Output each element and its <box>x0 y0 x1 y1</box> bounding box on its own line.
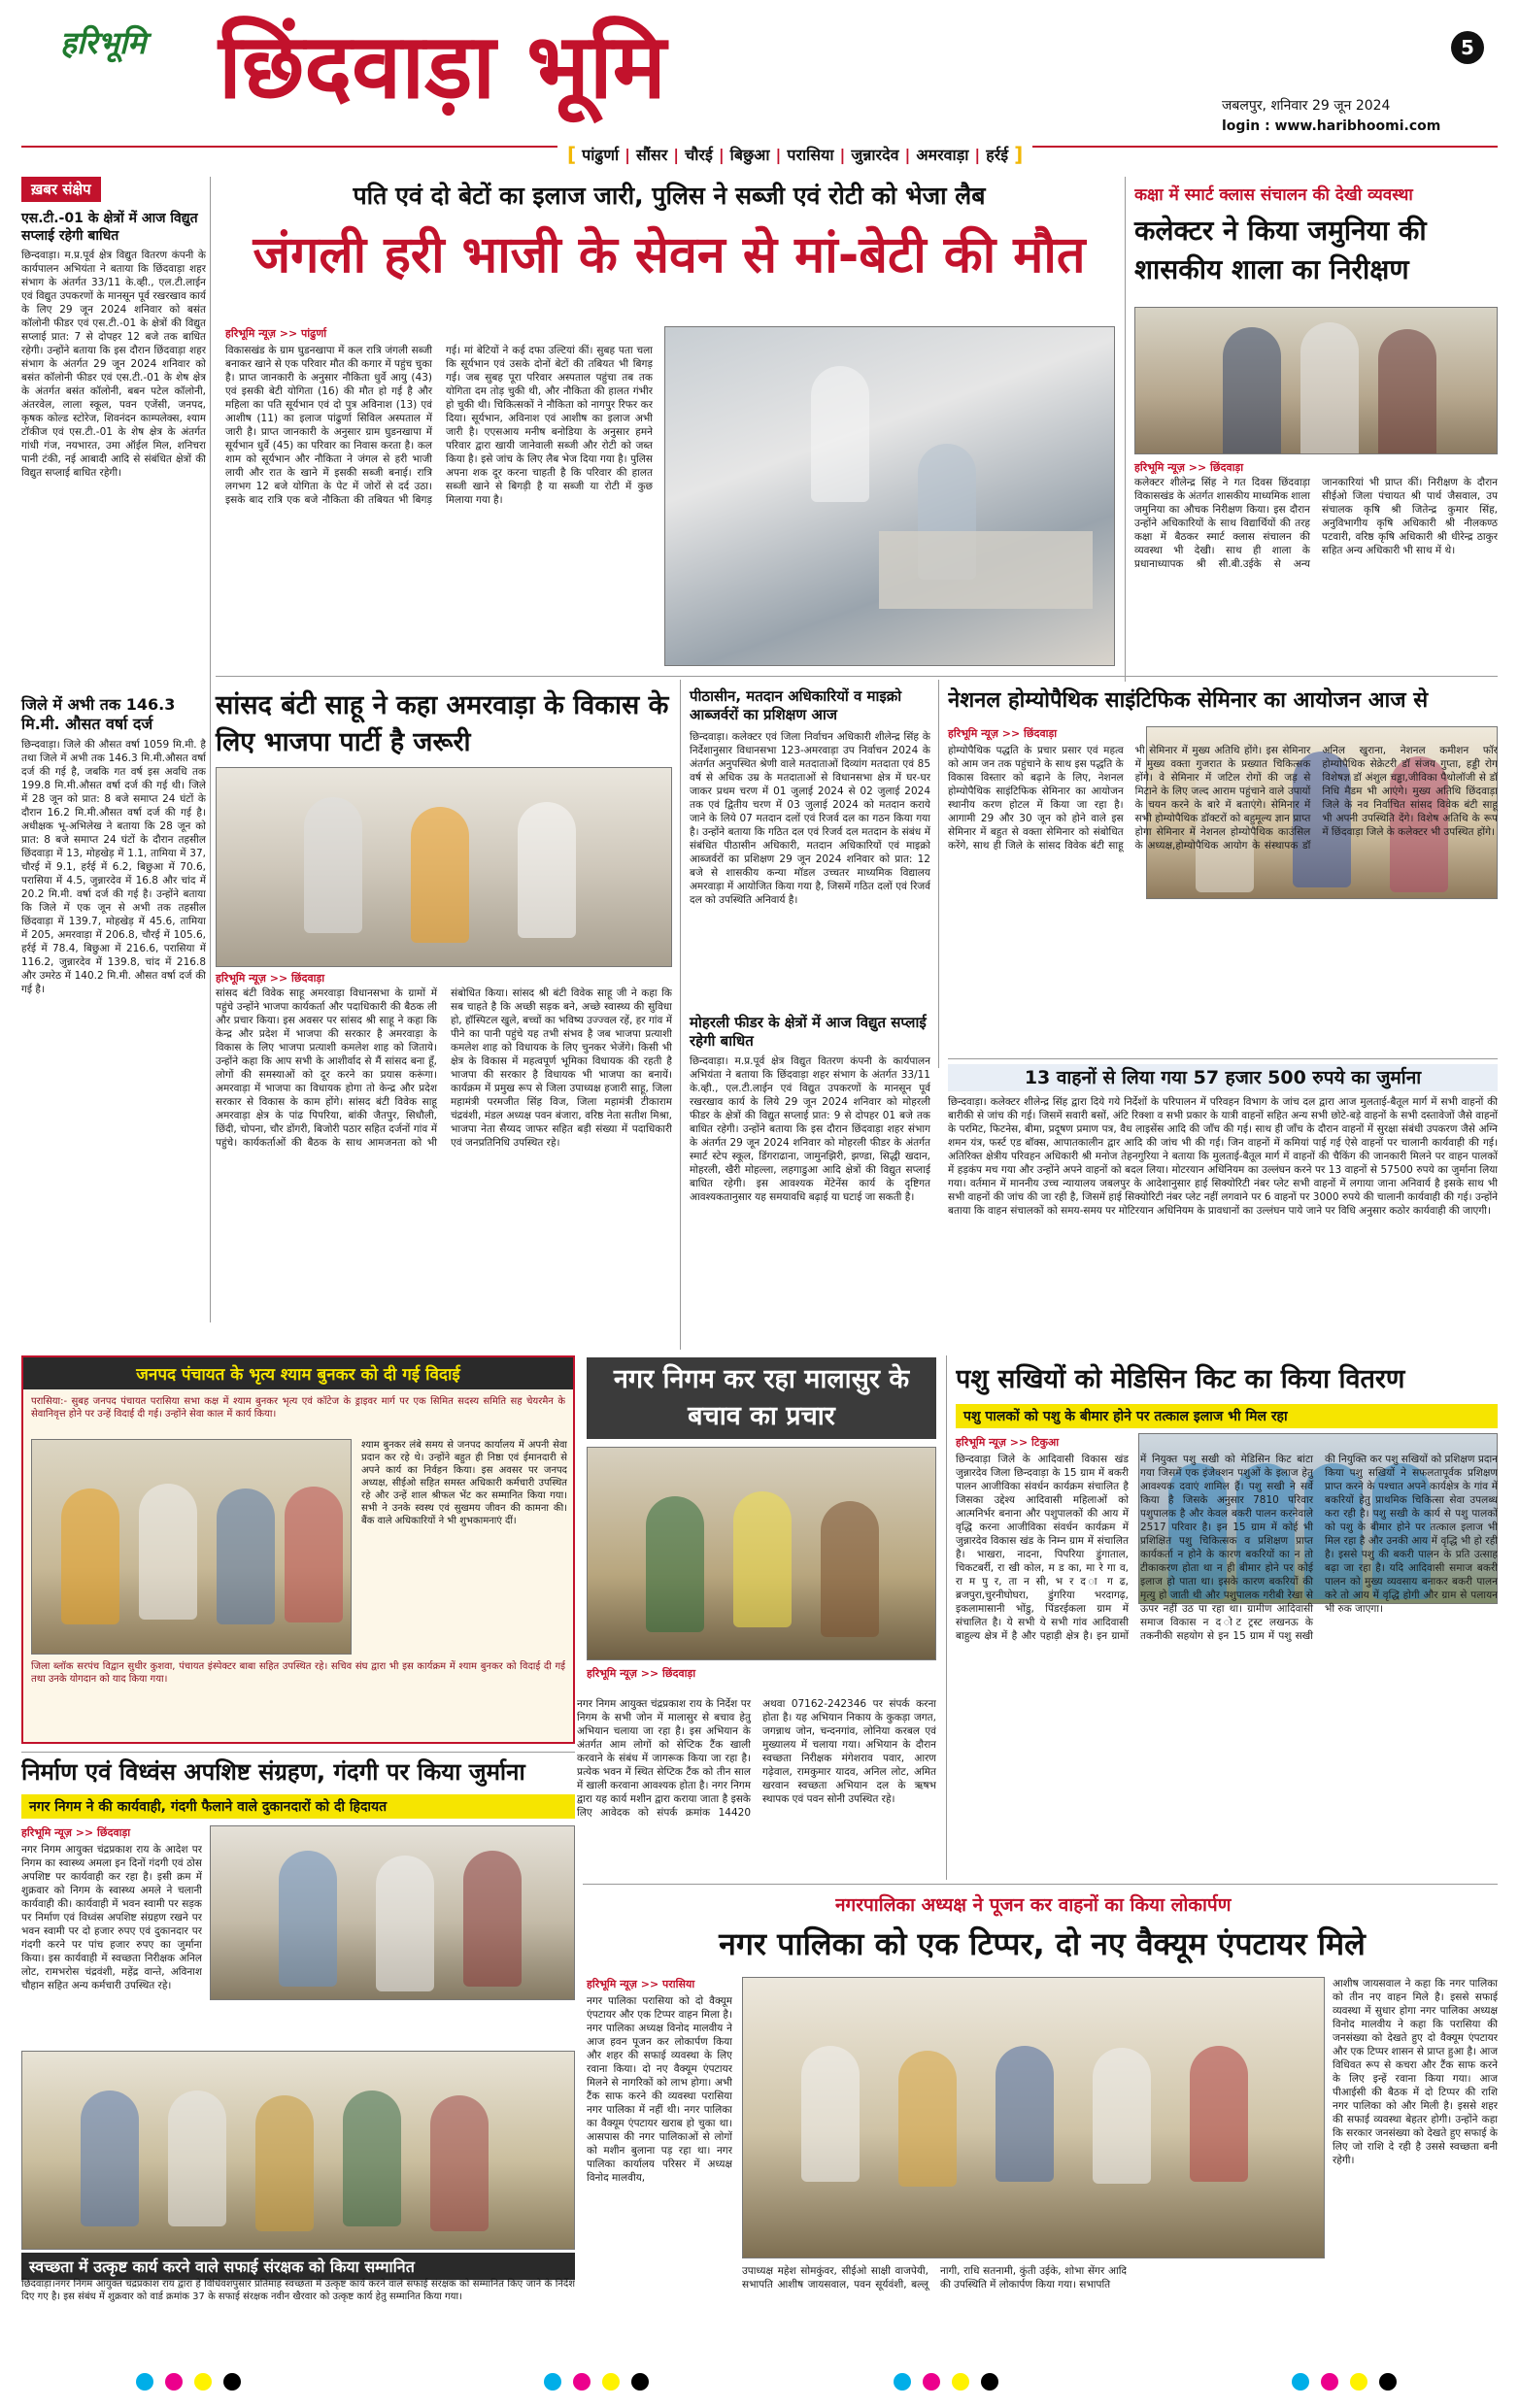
town-7[interactable]: अमरवाड़ा <box>916 146 969 164</box>
farewell-box <box>21 1355 575 1744</box>
tipper-headline: नगर पालिका को एक टिप्पर, दो नए वैक्यूम एंपटायर मिले <box>719 1925 1366 1962</box>
town-5[interactable]: परासिया <box>787 146 834 164</box>
town-6[interactable]: जुन्नारदेव <box>851 146 899 164</box>
lead-body: विकासखंड के ग्राम घुडनखापा में कल रात्रि जंगली सब्जी बनाकर खाने से एक परिवार मौत की कगार में पहुंच चुका है। प्राप्त जानकारी के अनुसार नौकिता धुर्वे आयु (43) एवं इसकी बेटी योगिता (16) की मौत हो गई है और महिला का पति सूर्यभान एवं दो पुत्र अविनाश (13) एवं आशीष (11) का इलाज पांढुर्णा सिविल अस्पताल में जारी है। प्राप्त जानकारी के अनुसार ग्राम घुडनखापा में सूर्यभान धुर्वे (45) का परिवार का निवास करता है। कल शाम को सूर्यभान और नौकिता ने जंगल से हरी भाजी लायी और रात के खाने में इसकी सब्जी बनाई। रात्रि लगभग 12 बजे योगिता के पेट में जोरों से दर्द उठा। इसके बाद रात्रि एक बजे नौकिता की तबियत भी बिगड़ गई। मां बेटियों ने कई दफा उल्टियां कीं। सुबह पता चला कि सूर्यभान एवं उसके दोनों बेटों की तबियत भी बिगड़ गई। जब सुबह पूरा परिवार अस्पताल पहुंचा तब तक योगिता दम तोड़ चुकी थी, और नौकिता की हालत गंभीर हो चुकी थी। चिकित्सकों ने नौकिता को नागपुर रिफर कर दिया। सूर्यभान, अविनाश एवं आशीष का इलाज अभी जारी है। एएसआय मनीष बनोडिया के अनुसार हमने परिवार द्वारा खायी जानेवाली सब्जी और रोटी को जब्त किया है। इसे जांच के लिए लैब भेज दिया गया है। पुलिस अपना शक दूर करना चाहती है कि परिवार की हालत सब्जी खाने से बिगड़ी है या सब्जी या रोटी में कुछ मिलाया गया है। <box>225 345 653 506</box>
logo: हरिभूमि <box>60 24 147 61</box>
nirman-body: नगर निगम आयुक्त चंद्रप्रकाश राय के आदेश पर निगम का स्वास्थ्य अमला इन दिनों गंदगी एवं ठोस अपशिष्ट पर कार्यवाही कर रहा है। इसी क्रम में शुक्रवार को निगम के स्वास्थ्य अमले ने चलानी कार्यवाही की। कार्यवाही में भवन स्वामी पर सड़क पर निर्माण एवं विध्वंस अपशिष्ट संग्रहण रखने पर भवन स्वामी पर दो हजार रुपए एवं दुकानदार पर गंदगी करने पर पांच हजार रुपए का जुर्माना किया। इस कार्यवाही में स्वच्छता निरीक्षक अनिल लोट, रामभरोस चंद्रवंशी, महेंद्र वान्ते, अविनाश चौहान सहित अन्य कर्मचारी उपस्थित रहे। <box>21 1844 202 1991</box>
homeo-byline: हरिभूमि न्यूज़ >> छिंदवाड़ा <box>948 727 1058 740</box>
malasur-headline: नगर निगम कर रहा मालासुर के बचाव का प्रचार <box>587 1357 936 1439</box>
lead-photo <box>664 326 1115 666</box>
mp-body: सांसद बंटी विवेक साहू अमरवाड़ा विधानसभा के ग्रामों में पहुंचे उन्होंने भाजपा कार्यकर्ता और पदाधिकारी की बैठक ली और प्रचार किया। इस अवसर पर सांसद श्री साहू ने कहा कि केन्द्र और प्रदेश में भाजपा की सरकार है अमरवाड़ा के विकास के लिए भाजपा प्रत्याशी कमलेश शाह को जिताये। उन्होंने कहा कि आप सभी के आशीर्वाद से मैं सांसद बना हूँ, लोगों की समस्याओं को दूर करने का प्रयास करूंगा। अमरवाड़ा में भाजपा का विधायक होगा तो केन्द्र और प्रदेश सरकार से विकास के काम होंगे। सांसद बंटी विवेक साहू अमरवाड़ा क्षेत्र के पांढ पिपरिया, बांकी जैतपुर, सिधौली, छिंदी, चोपना, चौर डोंगरी, बिजोरी पठार सहित दर्जनों गांव में पहुंचे। कार्यकर्ताओं की बैठक के साथ आमजनता को भी संबोधित किया। सांसद श्री बंटी विवेक साहू जी ने कहा कि सब चाहते है कि अच्छी सड़क बने, अच्छे स्वास्थ्य की सुविधा हो, हॉस्पिटल खुले, बच्चों का भविष्य उज्ज्वल रहें, हर गांव में पीने का पानी पहुंचे यह तभी संभव है जब भाजपा प्रत्याशी कमलेश शाह को विधायक के लिए चुनकर भेजेंगे। किसी भी क्षेत्र के विकास में महत्वपूर्ण भूमिका विधायक की रहती है भाजपा की सरकार है विधायक भी भाजपा का बनायें। कार्यक्रम में प्रमुख रूप से जिला उपाध्यक्ष हजारी साहू, जिला महामंत्री परमजीत सिंह विज, जिला महामंत्री टीकाराम चंद्रवंशी, मंडल अध्यक्ष पवन बंजारा, वरिष्ठ नेता सतीश मिश्रा, भाजपा नेता सैय्यद जाफर सहित बड़ी संख्या में पदाधिकारी एवं जनप्रतिनिधि उपस्थित रहे। <box>216 987 672 1149</box>
farewell-banner: जनपद पंचायत के भृत्य श्याम बुनकर को दी गई विदाई <box>23 1357 573 1389</box>
jamuniya-body: कलेक्टर शीलेन्द्र सिंह ने गत दिवस छिंदवाड़ा विकासखंड के अंतर्गत शासकीय माध्यमिक शाला जमुनिया का औचक निरीक्षण किया। इस दौरान उन्होंने अधिकारियों के साथ विद्यार्थियों की तरह कक्षा में बैठकर स्मार्ट क्लास संचालन की व्यवस्था भी देखी। साथ ही शाला के प्रधानाध्यापक श्री सी.बी.उईके से अन्य जानकारियां भी प्राप्त कीं। निरीक्षण के दौरान सीईओ जिला पंचायत श्री पार्थ जैसवाल, उप संचालक कृषि श्री जितेन्द्र कुमार सिंह, अनुविभागीय कृषि अधिकारी श्री नीलकण्ठ पटवारी, वरिष्ठ कृषि अधिकारी श्री धीरेन्द्र ठाकुर सहित अन्य अधिकारी भी साथ में थे। <box>1134 477 1498 570</box>
tipper-body-1: नगर पालिका परासिया को दो वैक्यूम एंपटायर और एक टिप्पर वाहन मिला है। नगर पालिका अध्यक्ष विनोद मालवीय ने आज हवन पूजन कर लोकार्पण किया और शहर की सफाई व्यवस्था के लिए रवाना किया। दो नए वैक्यूम एंपटायर मिलने से नागरिकों को लाभ होगा। अभी टैंक साफ करने की व्यवस्था परासिया नगर पालिका में नहीं थी। नगर पालिका का वैक्यूम एंपटायर खराब हो चुका था। आसपास की नगर पालिकाओं से लोगों को मशीन बुलाना पड़ रहा था। नगर पालिका कार्यालय परिसर में अध्यक्ष विनोद मालवीय, <box>587 1995 732 2184</box>
nirman-strap: नगर निगम ने की कार्यवाही, गंदगी फैलाने वाले दुकानदारों को दी हिदायत <box>21 1794 575 1819</box>
safai-photo <box>21 2051 575 2250</box>
tipper-caption: उपाध्यक्ष महेश सोमकुंवर, सीईओ साक्षी वाजपेयी, सभापति आशीष जायसवाल, पवन सूर्यवंशी, बल्लू नागी, राधि सतनामी, कुंती उईके, शोभा सेंगर आदि की उपस्थिति में लोकार्पण किया गया। सभापति <box>742 2265 1127 2291</box>
fine57-headline: 13 वाहनों से लिया गया 57 हजार 500 रुपये का जुर्माना <box>948 1064 1498 1091</box>
town-2[interactable]: सौंसर <box>635 146 668 164</box>
brief-headline-1: एस.टी.-01 के क्षेत्रों में आज विद्युत सप्लाई रहेगी बाधित <box>21 211 198 244</box>
registration-marks <box>0 2369 1519 2398</box>
safai-caption: छिंदवाड़ा।नगर निगम आयुक्त चंद्रप्रकाश राय द्वारा हे विधिवशपुसार प्रतिमाह स्वच्छता में उत्कृष्ट कार्य करने वाले सफाई संरक्षक को सम्मानित किए जाने के निर्देश दिए गए है। इस संबंध में शुक्रवार को वार्ड क्रमांक 37 के सफाई संरक्षक नवीन खैरवार को उत्कृष्ट कार्य हेतु सम्मानित किया गया। <box>21 2279 575 2302</box>
malasur-photo <box>587 1447 936 1660</box>
page-title: छिंदवाड़ा भूमि <box>219 15 666 118</box>
malasur-byline: हरिभूमि न्यूज़ >> छिंदवाड़ा <box>587 1667 696 1680</box>
nirman-photo <box>210 1825 575 2000</box>
town-3[interactable]: चौरई <box>685 146 713 164</box>
brief-body-2: छिन्दवाड़ा। जिले की औसत वर्षा 1059 मि.मी. है तथा जिले में अभी तक 146.3 मि.मी.औसत वर्षा दर्ज की गई है, जबकि गत वर्ष इस अवधि तक 199.8 मि.मी.औसत वर्षा दर्ज की गई थी। जिले में 28 जून को प्रात: 8 बजे समाप्त 24 घंटों के दौरान 16.2 मि.मी.औसत वर्षा दर्ज की गई है। अधीक्षक भू-अभिलेख ने बताया कि 28 जून को प्रात: 8 बजे समाप्त 24 घंटों के दौरान तहसील छिंदवाड़ा में 13, मोहखेड़ में 1.1, तामिया में 37, चौरई में 9.1, हर्रई में 6.2, बिछुआ में 70.6, परासिया में 4.5, जुन्नारदेव में 16.8 और चांद में 20.2 मि.मी. वर्षा दर्ज की गई है। उन्होंने बताया कि जिले में एक जून से अभी तक तहसील छिंदवाड़ा में 139.7, मोहखेड़ में 45.6, तामिया में 205, अमरवाड़ा में 206.8, चौरई में 105.6, हर्रई में 78.4, बिछुआ में 216.6, परासिया में 116.2, जुन्नारदेव में 139.8, चांद में 216.8 और उमरेठ में 140.2 मि.मी. औसत वर्षा दर्ज की गई है। <box>21 739 206 995</box>
farewell-photo <box>31 1439 352 1655</box>
farewell-lead: परासिया:- सुबह जनपद पंचायत परासिया सभा कक्ष में श्याम बुनकर भृत्य एवं कॉटेज के ड्राइवर मार्ग पर एक सिमित सदस्य समिति सह चेयरमैन के सेवानिवृत्त होने पर उन्हें विदाई दी गई। उन्होंने सेवा काल में कार्य किया। <box>31 1396 565 1420</box>
pashu-byline: हरिभूमि न्यूज़ >> टिकुआ <box>956 1436 1060 1449</box>
mohrali-headline: मोहरली फीडर के क्षेत्रों में आज विद्युत सप्लाई रहेगी बाधित <box>690 1014 927 1050</box>
jamuniya-byline: हरिभूमि न्यूज़ >> छिंदवाड़ा <box>1134 461 1244 474</box>
tipper-byline: हरिभूमि न्यूज़ >> परासिया <box>587 1978 695 1990</box>
tipper-body-2: आशीष जायसवाल ने कहा कि नगर पालिका को तीन नए वाहन मिले है। इससे सफाई व्यवस्था में सुधार होगा नगर पालिका अध्यक्ष विनोद मालवीय ने कहा कि परासिया की जनसंख्या को देखते हुए दो वैक्यूम एंपटायर और एक टिप्पर शासन से प्राप्त हुआ है। आज विधिवत रूप से कचरा और टैंक साफ करने के लिए इन्हें रवाना किया गया। आज पीआईसी की बैठक में दो टिप्पर की राशि नगर पालिका को और मिली है। इससे शहर की सफाई व्यवस्था बेहतर होगी। उन्होंने कहा कि सरकार जनसंख्या को देखते हुए सफाई के लिए जो राशि दे रही है उससे स्वच्छता बनी रहेगी। <box>1333 1978 1498 2166</box>
towns-nav: [ पांढुर्णा | सौंसर | चौरई | बिछुआ | परासिया | जुन्नारदेव | अमरवाड़ा | हर्रई ] <box>557 140 1032 169</box>
jamuniya-photo <box>1134 307 1498 454</box>
nirman-byline: हरिभूमि न्यूज़ >> छिंदवाड़ा <box>21 1826 131 1839</box>
tipper-photo <box>742 1977 1325 2258</box>
page-number: 5 <box>1451 31 1484 64</box>
town-4[interactable]: बिछुआ <box>729 146 770 164</box>
login-link[interactable]: login : www.haribhoomi.com <box>1222 118 1441 134</box>
lead-strap: पति एवं दो बेटों का इलाज जारी, पुलिस ने सब्जी एवं रोटी को भेजा लैब <box>353 182 986 210</box>
safai-caption-head: स्वच्छता में उत्कृष्ट कार्य करने वाले सफाई संरक्षक को किया सम्मानित <box>21 2253 575 2280</box>
pashu-headline: पशु सखियों को मेडिसिन किट का किया वितरण <box>956 1364 1405 1394</box>
issue-date: जबलपुर, शनिवार 29 जून 2024 <box>1222 98 1391 114</box>
tipper-kicker: नगरपालिका अध्यक्ष ने पूजन कर वाहनों का किया लोकार्पण <box>835 1894 1232 1916</box>
mp-byline: हरिभूमि न्यूज़ >> छिंदवाड़ा <box>216 972 325 985</box>
town-1[interactable]: पांढुर्णा <box>582 146 620 164</box>
mohrali-body: छिन्दवाड़ा। म.प्र.पूर्व क्षेत्र विद्युत वितरण कंपनी के कार्यपालन अभियंता ने बताया कि छिंदवाड़ा शहर संभाग के अंतर्गत 33/11 के.व्ही., एल.टी.लाईन एवं विद्युत उपकरणों के मानसून पूर्व रखरखाव कार्य के लिये 29 जून 2024 शनिवार को मोहरली फीडर के क्षेत्रों की विद्युत सप्लाई प्रात: 9 से दोपहर 01 बजे तक बाधित रहेगी। उन्होंने बताया कि इस दौरान छिंदवाड़ा शहर संभाग के अंतर्गत 29 जून 2024 शनिवार को मोहरली फीडर के अंतर्गत स्मार्ट स्टेप स्कूल, डिंगराढाना, जामुनझिरी, झण्डा, सिद्धी खदान, मोहरली, खैरी मोहल्ला, लहगाडुआ आदि क्षेत्रों की विद्युत सप्लाई बाधित रहेगी। इस आवश्यक मेंटेनेंस कार्य के दृष्टिगत आवश्यकतानुसार यह समयावधि बढ़ाई या घटाई जा सकती है। <box>690 1055 930 1203</box>
brief-column <box>21 177 206 1322</box>
pashu-strap: पशु पालकों को पशु के बीमार होने पर तत्काल इलाज भी मिल रहा <box>956 1404 1498 1428</box>
mp-headline: सांसद बंटी साहू ने कहा अमरवाड़ा के विकास के लिए भाजपा पार्टी है जरूरी <box>216 690 669 757</box>
homeo-headline: नेशनल होम्योपैथिक साइंटिफिक सेमिनार का आयोजन आज से <box>948 688 1429 713</box>
lead-byline: हरिभूमि न्यूज़ >> पांढुर्णा <box>225 327 327 340</box>
jamuniya-kicker: कक्षा में स्मार्ट क्लास संचालन की देखी व्यवस्था <box>1134 185 1413 205</box>
malasur-body: नगर निगम आयुक्त चंद्रप्रकाश राय के निर्देश पर निगम के सभी जोन में मालासुर से बचाव हेतु अभियान चलाया जा रहा है। इस अभियान के अंतर्गत आम लोगों को सेप्टिक टैंक खाली करवाने के संबंध में जागरूक किया जा रहा है। प्रत्येक भवन में स्थित सेप्टिक टैंक को तीन साल में खाली करवाना आवश्यक होता है। नगर निगम द्वारा यह कार्य मशीन द्वारा कराया जाता है इसके लिए आवेदक को संपर्क क्रमांक 14420 अथवा 07162-242346 पर संपर्क करना होता है। यह अभियान निकाय के कुकड़ा जगत, जगन्नाथ जोन, चन्दनगांव, लोनिया करबल एवं मुख्यालय में चलाया गया। अभियान के दौरान स्वच्छता निरीक्षक मंगेशराव पवार, आरण गढ़ेवाल, रामकुमार यादव, अनिल लोट, अमित खरवान स्वच्छता अभियान दल के ऋषभ स्थापक एवं पवन सोनी उपस्थित रहे। <box>577 1698 936 1819</box>
farewell-body: श्याम बुनकर लंबे समय से जनपद कार्यालय में अपनी सेवा प्रदान कर रहे थे। उन्होंने बहुत ही निष्ठा एवं ईमानदारी से अपने कार्य का निर्वहन किया। इस अवसर पर जनपद अध्यक्ष, सीईओ सहित समस्त अधिकारी कर्मचारी उपस्थित रहे और उन्हें शाल श्रीफल भेंट कर सम्मानित किया गया। सभी ने उनके स्वस्थ एवं सुखमय जीवन की कामना की। बैंक वाले अधिकारियों ने भी शुभकामनाएं दीं। <box>361 1440 567 1526</box>
pti-body: छिन्दवाड़ा। कलेक्टर एवं जिला निर्वाचन अधिकारी शीलेन्द्र सिंह के निर्देशानुसार विधानसभा 123-अमरवाड़ा उप निर्वाचन 2024 के अंतर्गत अनुपस्थित श्रेणी वाले मतदाताओं दिव्यांग मतदाता एवं 85 वर्ष से अधिक उम्र के मतदाताओं से विधानसभा क्षेत्र में घर-घर जाकर प्रथम चरण में 01 जुलाई 2024 से 02 जुलाई 2024 तक एवं द्वितीय चरण में 03 जुलाई 2024 को मतदान कराये जाने के लिये 07 मतदान दलों एवं रिजर्व दल का गठन किया गया है। उन्होंने बताया कि गठित दल एवं रिजर्व दल मतदान के संबंध में संबंधित पीठासीन अधिकारी, मतदान अधिकारियों एवं माइक्रो आब्जर्वरों का प्रशिक्षण 29 जून 2024 शनिवार को प्रात: 12 बजे से शासकीय कन्या मॉडल उच्चतर माध्यमिक विद्यालय अमरवाड़ा में आयोजित किया गया है, जिसमें गठित दलों एवं रिजर्व दल को उपस्थिति अनिवार्य है। <box>690 731 930 906</box>
mp-photo <box>216 767 672 967</box>
pti-headline: पीठासीन, मतदान अधिकारियों व माइक्रो आब्जर्वरों का प्रशिक्षण आज <box>690 687 902 723</box>
farewell-caption: जिला ब्लॉक सरपंच विद्वान सुधीर कुशवा, पंचायत इंस्पेक्टर बाबा सहित उपस्थित रहे। सचिव संघ द्वारा भी इस कार्यक्रम में श्याम बुनकर को विदाई दी गई तथा उनके योगदान को याद किया गया। <box>31 1661 565 1685</box>
pashu-body: छिन्दवाड़ा जिले के आदिवासी विकास खंड जुन्नारदेव जिला छिन्दवाड़ा के 15 ग्राम में बकरी पालन आजीविका संवर्धन कार्यक्रम संचालित है जिसका उद्देश्य आदिवासी महिलाओं को आत्मनिर्भर बनाना और पशुपालकों की आय में वृद्धि करना आजीविका संवर्धन कार्यक्रम में जुन्नारदेव विकास खंड के निम्न ग्राम में संचालित है। भाखरा, नादना, पिपरिया डुंगाताल, चिकटबर्री, रा खी कोल, म ड का, मा रे गा व, रा म पु र, ता न सी, भ र द ा ग ढ, ब्रजपुरा,चुरनीघोघरा, डुंगरिया भरदागढ़, इकलामासानी भोंडु, पिंडरईकला ग्राम में संचालित है। ये सभी ये सभी गांव आदिवासी बाहुल्य क्षेत्र में है और पहाड़ी क्षेत्र है। इन ग्रामों में नियुक्त पशु सखी को मेडिसिन किट बांटा गया जिसमें एक इंजेक्शन पशुओं के इलाज हेतु आवश्यक दवाएं शामिल हैं। पशु सखी ने सर्वे किया है जिसके अनुसार 7810 परिवार पशुपालक है और केवल बकरी पालन करनेवाले 2517 परिवार है। इन 15 ग्राम में कोई भी प्रशिक्षित पशु चिकित्सक व प्रशिक्षण प्राप्त कार्यकर्ता न होने के कारण बकरियों का न तो टीकाकरण होता था न ही बीमार होने पर कोई इलाज हो पाता था। इसके कारण बकरियों की मृत्यु हो जाती थी और पशुपालक गरीबी रेखा से ऊपर नहीं उठ पा रहा था। ग्रामीण आदिवासी समाज विकास न द ोट ट्रस्ट लखनऊ के तकनीकी सहयोग से इन 15 ग्राम में पशु सखी की नियुक्ति कर पशु सखियों को प्रशिक्षण प्रदान किया पशु सखियों ने सफलतापूर्वक प्रशिक्षण प्राप्त करने के पश्चात अपने कार्यक्षेत्र के गांव में बकरियों हेतु प्राथमिक चिकित्सा सेवा उपलब्ध करा रही है। पशु सखी के कार्य से पशु पालकों को पशु के बीमार होने पर तत्काल इलाज भी मिल रहा है और उनकी आय में वृद्धि भी हो रही है। इससे पशु की बकरी पालन के प्रति उत्साह बढ़ा जा रहा है। यदि आदिवासी समाज बकरी पालन को मुख्य व्यवसाय बनाकर बकरी पालन करे तो आय में वृद्धि होगी और ग्राम से पलायन भी रुक जाएगा। <box>956 1454 1498 1642</box>
brief-label: ख़बर संक्षेप <box>21 177 101 202</box>
brief-headline-2: जिले में अभी तक 146.3 मि.मी. औसत वर्षा दर्ज <box>21 695 176 733</box>
fine57-body: छिन्दवाड़ा। कलेक्टर शीलेन्द्र सिंह द्वारा दिये गये निर्देशों के परिपालन में परिवहन विभाग के जांच दल द्वारा आज मुलताई-बैतूल मार्ग में सभी वाहनों की बारीकी से जांच की गई। जिसमें सवारी बसों, अंटि रिक्शा व सभी प्रकार के यात्री वाहनों सहित अन्य सभी छोटे-बड़े वाहनों के सभी दस्तावेजों जैसे वाहनों के परमिट, फिटनेस, बीमा, प्रदूषण प्रमाण पत्र, वैध लाइसेंस आदि की जाँच की गई। साथ ही जाँच के दौरान वाहनों में सुरक्षा संबंधी उपकरण जैसे अग्नि शमन यंत्र, फर्स्ट एड बॉक्स, आपातकालीन द्वार आदि की जांच भी की गई। जिन वाहनों में कमियां पाई गई ऐसे वाहनों पर चालानी कार्यवाही की गई। अतिरिक्त क्षेत्रीय परिवहन अधिकारी श्री मनोज तेहनगुरिया ने बताया कि मुलताई-बैतूल मार्ग में वाहनों की चैकिंग की जानकारी मिलने पर वाहन पालकों में हड़कंप मच गया और उन्होंने अपने वाहनों को बदल लिया। मोटरयान अधिनियम का उल्लंघन करने पर 13 वाहनों से 57500 रुपये का जुर्माना लिया गया। वर्तमान में माननीय उच्च न्यायालय जबलपुर के आदेशानुसार हाई सिक्योरिटी नंबर प्लेट सभी वाहनों में लगाया जाना अनिवार्य है इसके साथ भी सभी वाहनों की जांच की जा रही है, जिसमें हाई सिक्योरिटी नंबर प्लेट नहीं लगवाने पर 6 वाहनों पर 3000 रुपये की चालानी कार्यवाही की गई। उन्होंने बताया कि वाहन संचालकों को समय-समय पर मोटिरयान अधिनियम के प्रावधानों का उल्लंघन पाये जाने पर विधि अनुसार कठोर कार्यवाही की जाएगी। <box>948 1096 1498 1217</box>
jamuniya-headline: कलेक्टर ने किया जमुनिया की शासकीय शाला का निरीक्षण <box>1134 215 1427 285</box>
lead-headline: जंगली हरी भाजी के सेवन से मां-बेटी की मौत <box>253 226 1086 284</box>
brief-body-1: छिन्दवाड़ा। म.प्र.पूर्व क्षेत्र विद्युत वितरण कंपनी के कार्यपालन अभियंता ने बताया कि छिंदवाड़ा शहर संभाग के अंतर्गत 33/11 के.व्ही., एल.टी.लाईन एवं विद्युत उपकरणों के मानसून पूर्व रखरखाव कार्य के लिए 29 जून 2024 शनिवार को बसंत कॉलोनी फीडर एवं एस.टी.-01 के क्षेत्रों की विद्युत सप्लाई प्रात: 7 से दोपहर 12 बजे तक बाधित रहेगी। उन्होंने बताया कि इस दौरान छिंदवाड़ा शहर संभाग के अंतर्गत 29 जून 2024 शनिवार को बसंत कॉलोनी फीडर एवं एस.टी.-01 के शेष क्षेत्र के अंतर्गत बसंत कॉलोनी, बबन पटेल कॉलोनी, अंतरवेल, लाला स्कूल, पवन एजेंसी, जनपद, कृषक कोल्ड स्टोरेज, शिवनंदन काम्पलेक्स, श्याम टॉकीज एवं एस.टी.-01 के शेष क्षेत्र के अंतर्गत गांधी गंज, नयभारत, उमा ऑईल मिल, शनिचरा पानी टंकी, नई आबादी आदि से संबंधित क्षेत्रों की विद्युत सप्लाई बाधित रहेगी। <box>21 250 206 479</box>
town-8[interactable]: हर्रई <box>986 146 1009 164</box>
homeo-body: होम्योपैथिक पद्धति के प्रचार प्रसार एवं महत्व को आम जन तक पहुंचाने के साथ इस पद्धति के विकास विस्तार को बढ़ाने के लिए, नेशनल होम्योपैथिक साइंटिफिक सेमिनार का आयोजन स्थानीय करण होटल में किया जा रहा है। आगामी 29 और 30 जून को होने वाले इस सेमिनार में बहुत से वक्ता सेमिनार को संबोधित करेंगे, साथ ही जिले के सांसद विवेक बंटी साहू भी सेमिनार में मुख्य अतिथि होंगे। इस सेमिनार में मुख्य वक्ता गुजरात के प्रख्यात चिकित्सक होंगे। वे सेमिनार में जटिल रोगों की जड़ से मिटाने के लिए जल्द आराम पहुंचाने वाले उपायों के चयन करने के बारे में बताएंगे। सेमिनार में सभी होम्योपैथिक डॉक्टरों को बहुमूल्य ज्ञान प्राप्त होगा सेमिनार में नेशनल होम्योपैथिक काउंसिल के अध्यक्ष,होम्योपैथिक आयोग के संस्थापक डॉ अनिल खुराना, नेशनल कमीशन फॉर होम्योपैथिक सेक्रेटरी डॉ संजय गुप्ता, हड्डी रोग विशेषज्ञ डॉ अंशुल चड्ढा,जीविका पैथोलॉजी से डॉ निधि मैडम भी आएंगे। मुख्य अतिथि छिंदवाड़ा जिले के नव निर्वाचित सांसद विवेक बंटी साहू भी अपनी उपस्थिति देंगे। विशेष अतिथि के रूप में छिंदवाड़ा जिले के कलेक्टर भी उपस्थित होंगे। <box>948 745 1498 852</box>
masthead <box>0 0 1519 170</box>
nirman-headline: निर्माण एवं विध्वंस अपशिष्ट संग्रहण, गंदगी पर किया जुर्माना <box>21 1758 525 1786</box>
